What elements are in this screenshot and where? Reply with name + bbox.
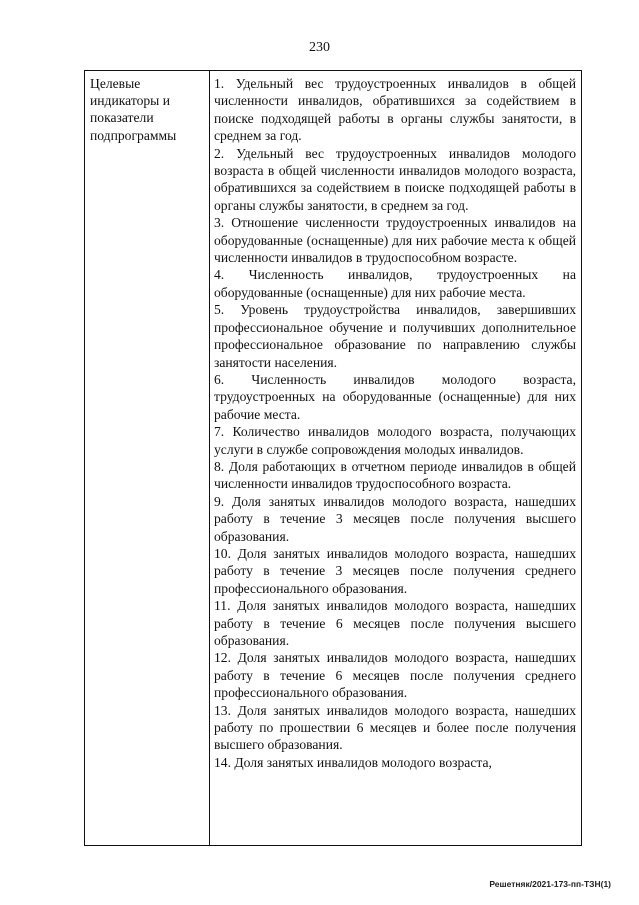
list-item: 6. Численность инвалидов молодого возраста, трудоустроенных на оборудованные (оснащенные) для них рабочие места. — [214, 371, 576, 422]
list-item: 2. Удельный вес трудоустроенных инвалидов молодого возраста в общей численности инвалидов молодого возраста, обратившихся за содействием в поиске подходящей работы в органы службы занятости, в среднем за год. — [214, 145, 576, 213]
indicators-table — [84, 70, 582, 846]
list-item: 1. Удельный вес трудоустроенных инвалидов в общей численности инвалидов, обратившихся за содействием в поиске подходящей работы в органы службы занятости, в среднем за год. — [214, 76, 576, 144]
table-row-label: Целевые индикаторы и показатели подпрограммы — [85, 71, 210, 845]
list-item: 5. Уровень трудоустройства инвалидов, завершивших профессиональное обучение и получивших дополнительное профессиональное образование по направлению службы занятости населения. — [214, 302, 576, 370]
list-item: 7. Количество инвалидов молодого возраста, получающих услуги в службе сопровождения молодых инвалидов. — [214, 424, 576, 457]
list-item: 11. Доля занятых инвалидов молодого возраста, нашедших работу в течение 6 месяцев после получения высшего образования. — [214, 598, 576, 648]
list-item: 13. Доля занятых инвалидов молодого возраста, нашедших работу по прошествии 6 месяцев и более после получения высшего образования. — [214, 702, 576, 753]
document-stamp: Решетняк/2021-173-пп-ТЗН(1) — [489, 879, 611, 889]
list-item: 3. Отношение численности трудоустроенных инвалидов на оборудованные (оснащенные) для них рабочие места к общей численности инвалидов в трудоспособном возрасте. — [214, 215, 576, 266]
indicators-list — [210, 71, 581, 845]
list-item: 10. Доля занятых инвалидов молодого возраста, нашедших работу в течение 3 месяцев после получения среднего профессионального образования. — [214, 545, 576, 596]
list-item: 8. Доля работающих в отчетном периоде инвалидов в общей численности инвалидов трудоспособного возраста. — [214, 458, 576, 492]
list-item: 12. Доля занятых инвалидов молодого возраста, нашедших работу в течение 6 месяцев после получения среднего профессионального образования. — [214, 650, 576, 701]
list-item: 9. Доля занятых инвалидов молодого возраста, нашедших работу в течение 3 месяцев после получения высшего образования. — [214, 493, 576, 544]
list-item: 14. Доля занятых инвалидов молодого возраста, — [214, 754, 492, 770]
page-number: 230 — [309, 40, 330, 55]
list-item: 4. Численность инвалидов, трудоустроенных на оборудованные (оснащенные) для них рабочие места. — [214, 267, 576, 300]
